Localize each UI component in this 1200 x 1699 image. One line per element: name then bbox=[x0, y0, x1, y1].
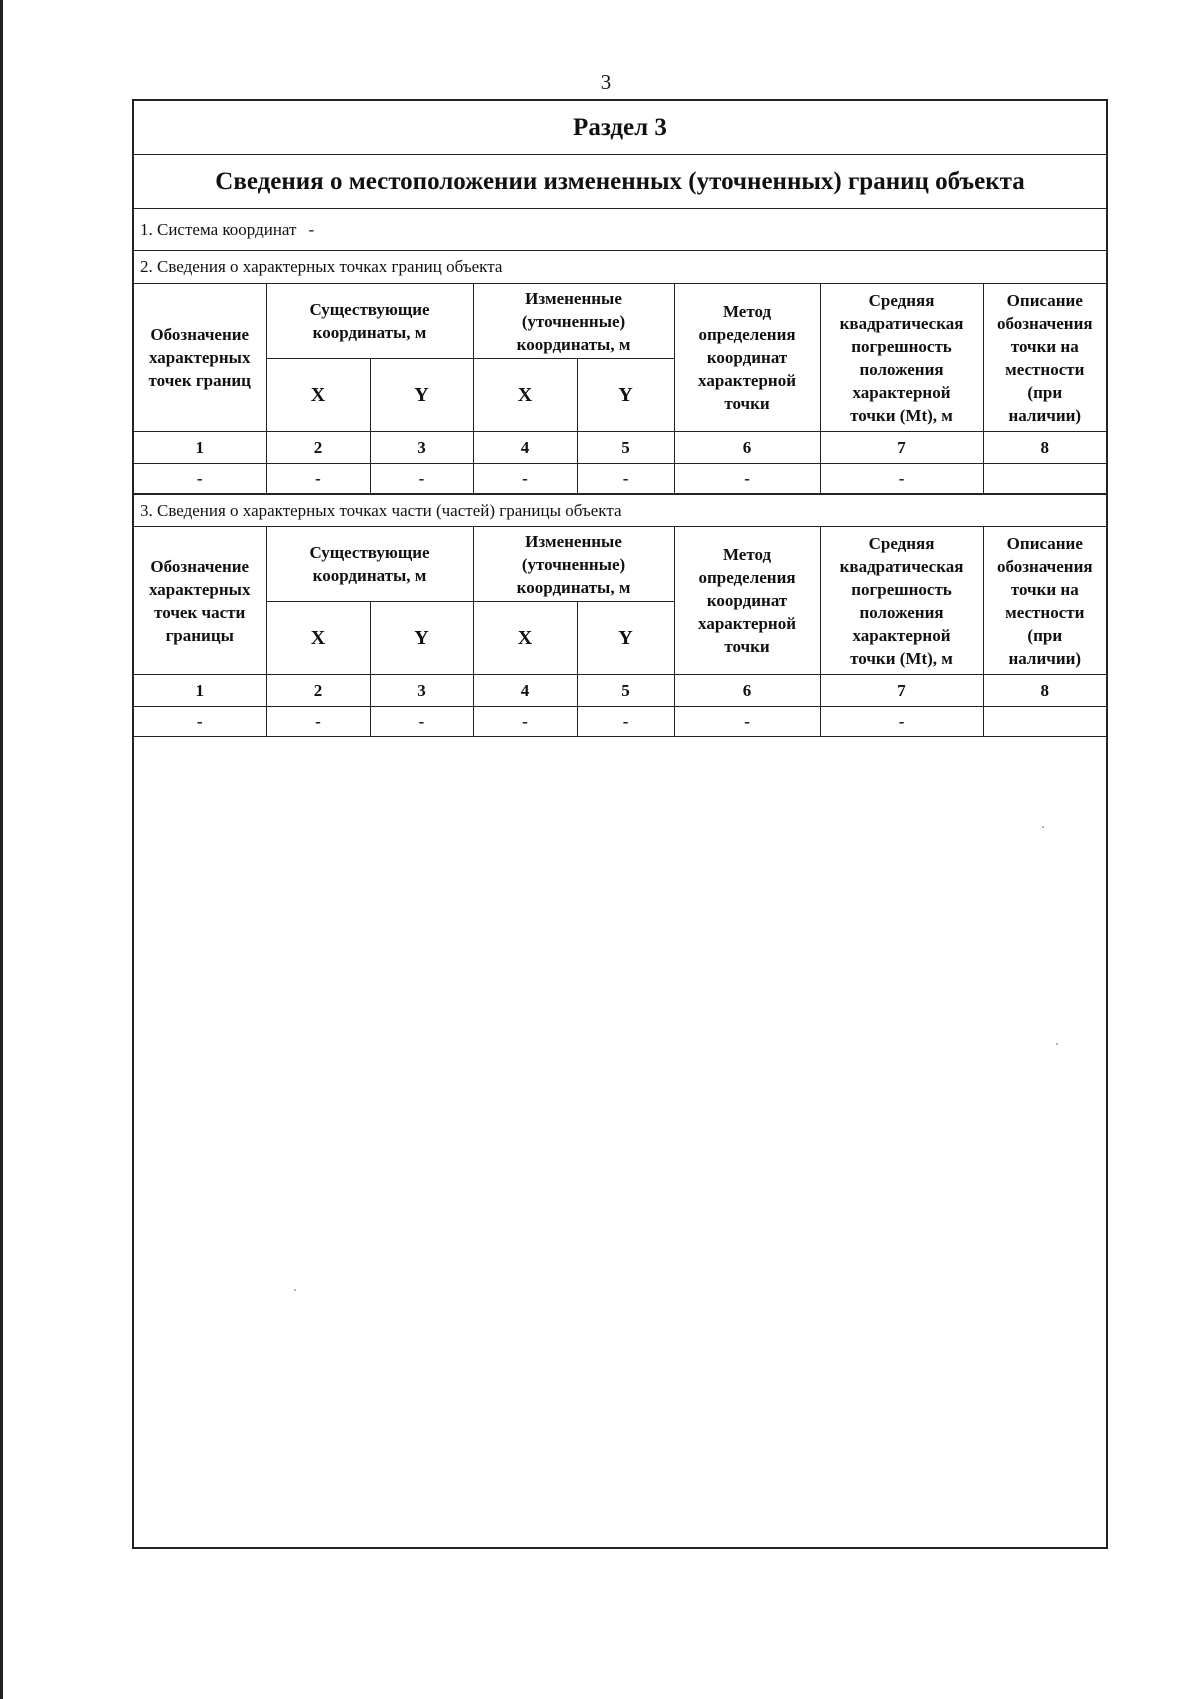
header-existing-coords: Существующие координаты, м bbox=[266, 527, 473, 602]
part-boundary-points-table bbox=[134, 527, 1106, 737]
column-number: 1 bbox=[134, 675, 266, 707]
table-cell: - bbox=[820, 707, 983, 737]
page-number: 3 bbox=[600, 70, 612, 94]
column-number: 5 bbox=[577, 432, 674, 464]
header-existing-y: Y bbox=[370, 602, 473, 675]
table-cell: - bbox=[266, 464, 370, 494]
table-cell: - bbox=[134, 707, 266, 737]
table-cell bbox=[983, 464, 1106, 494]
scan-speck bbox=[1056, 1043, 1058, 1045]
column-number: 2 bbox=[266, 675, 370, 707]
table-cell: - bbox=[473, 464, 577, 494]
header-designation: Обозначение характерных точек границ bbox=[134, 284, 266, 432]
column-number: 8 bbox=[983, 432, 1106, 464]
header-changed-coords: Измененные (уточненные) координаты, м bbox=[473, 527, 674, 602]
table-row bbox=[134, 464, 1106, 494]
header-method: Метод определения координат характерной точки bbox=[674, 527, 820, 675]
scan-speck bbox=[1042, 826, 1044, 828]
scan-speck bbox=[294, 1289, 296, 1291]
column-number: 6 bbox=[674, 675, 820, 707]
coord-system-row bbox=[134, 209, 1106, 251]
column-number: 5 bbox=[577, 675, 674, 707]
column-number: 8 bbox=[983, 675, 1106, 707]
column-number: 1 bbox=[134, 432, 266, 464]
column-number: 7 bbox=[820, 675, 983, 707]
header-changed-y: Y bbox=[577, 602, 674, 675]
column-number: 7 bbox=[820, 432, 983, 464]
header-error: Средняя квадратическая погрешность положения характерной точки (Mt), м bbox=[820, 527, 983, 675]
table-cell: - bbox=[370, 464, 473, 494]
table-cell: - bbox=[370, 707, 473, 737]
table-cell: - bbox=[134, 464, 266, 494]
header-existing-x: X bbox=[266, 359, 370, 432]
header-changed-x: X bbox=[473, 359, 577, 432]
boundary-points-caption: 2. Сведения о характерных точках границ объекта bbox=[134, 251, 1106, 284]
header-description: Описание обозначения точки на местности (при наличии) bbox=[983, 284, 1106, 432]
scan-edge-line bbox=[0, 0, 3, 1699]
header-changed-x: X bbox=[473, 602, 577, 675]
table-cell: - bbox=[674, 464, 820, 494]
part-boundary-points-caption: 3. Сведения о характерных точках части (частей) границы объекта bbox=[134, 494, 1106, 527]
header-description: Описание обозначения точки на местности (при наличии) bbox=[983, 527, 1106, 675]
section-title: Сведения о местоположении измененных (уточненных) границ объекта bbox=[134, 155, 1106, 209]
header-designation: Обозначение характерных точек части границы bbox=[134, 527, 266, 675]
coord-system-value: - bbox=[308, 219, 315, 239]
header-method: Метод определения координат характерной точки bbox=[674, 284, 820, 432]
table-cell: - bbox=[473, 707, 577, 737]
column-number: 3 bbox=[370, 675, 473, 707]
column-number: 3 bbox=[370, 432, 473, 464]
header-changed-y: Y bbox=[577, 359, 674, 432]
table-cell: - bbox=[674, 707, 820, 737]
header-error: Средняя квадратическая погрешность положения характерной точки (Mt), м bbox=[820, 284, 983, 432]
table-cell: - bbox=[266, 707, 370, 737]
column-number-row bbox=[134, 675, 1106, 707]
header-changed-coords: Измененные (уточненные) координаты, м bbox=[473, 284, 674, 359]
column-number: 2 bbox=[266, 432, 370, 464]
column-number: 6 bbox=[674, 432, 820, 464]
header-existing-y: Y bbox=[370, 359, 473, 432]
column-number: 4 bbox=[473, 675, 577, 707]
document-frame bbox=[132, 99, 1108, 1549]
table-cell: - bbox=[577, 464, 674, 494]
table-cell: - bbox=[820, 464, 983, 494]
table-cell bbox=[983, 707, 1106, 737]
column-number: 4 bbox=[473, 432, 577, 464]
coord-system-label: 1. Система координат bbox=[140, 219, 297, 239]
header-existing-x: X bbox=[266, 602, 370, 675]
column-number-row bbox=[134, 432, 1106, 464]
section-heading: Раздел 3 bbox=[134, 101, 1106, 155]
header-existing-coords: Существующие координаты, м bbox=[266, 284, 473, 359]
table-row bbox=[134, 707, 1106, 737]
boundary-points-table bbox=[134, 284, 1106, 494]
table-cell: - bbox=[577, 707, 674, 737]
